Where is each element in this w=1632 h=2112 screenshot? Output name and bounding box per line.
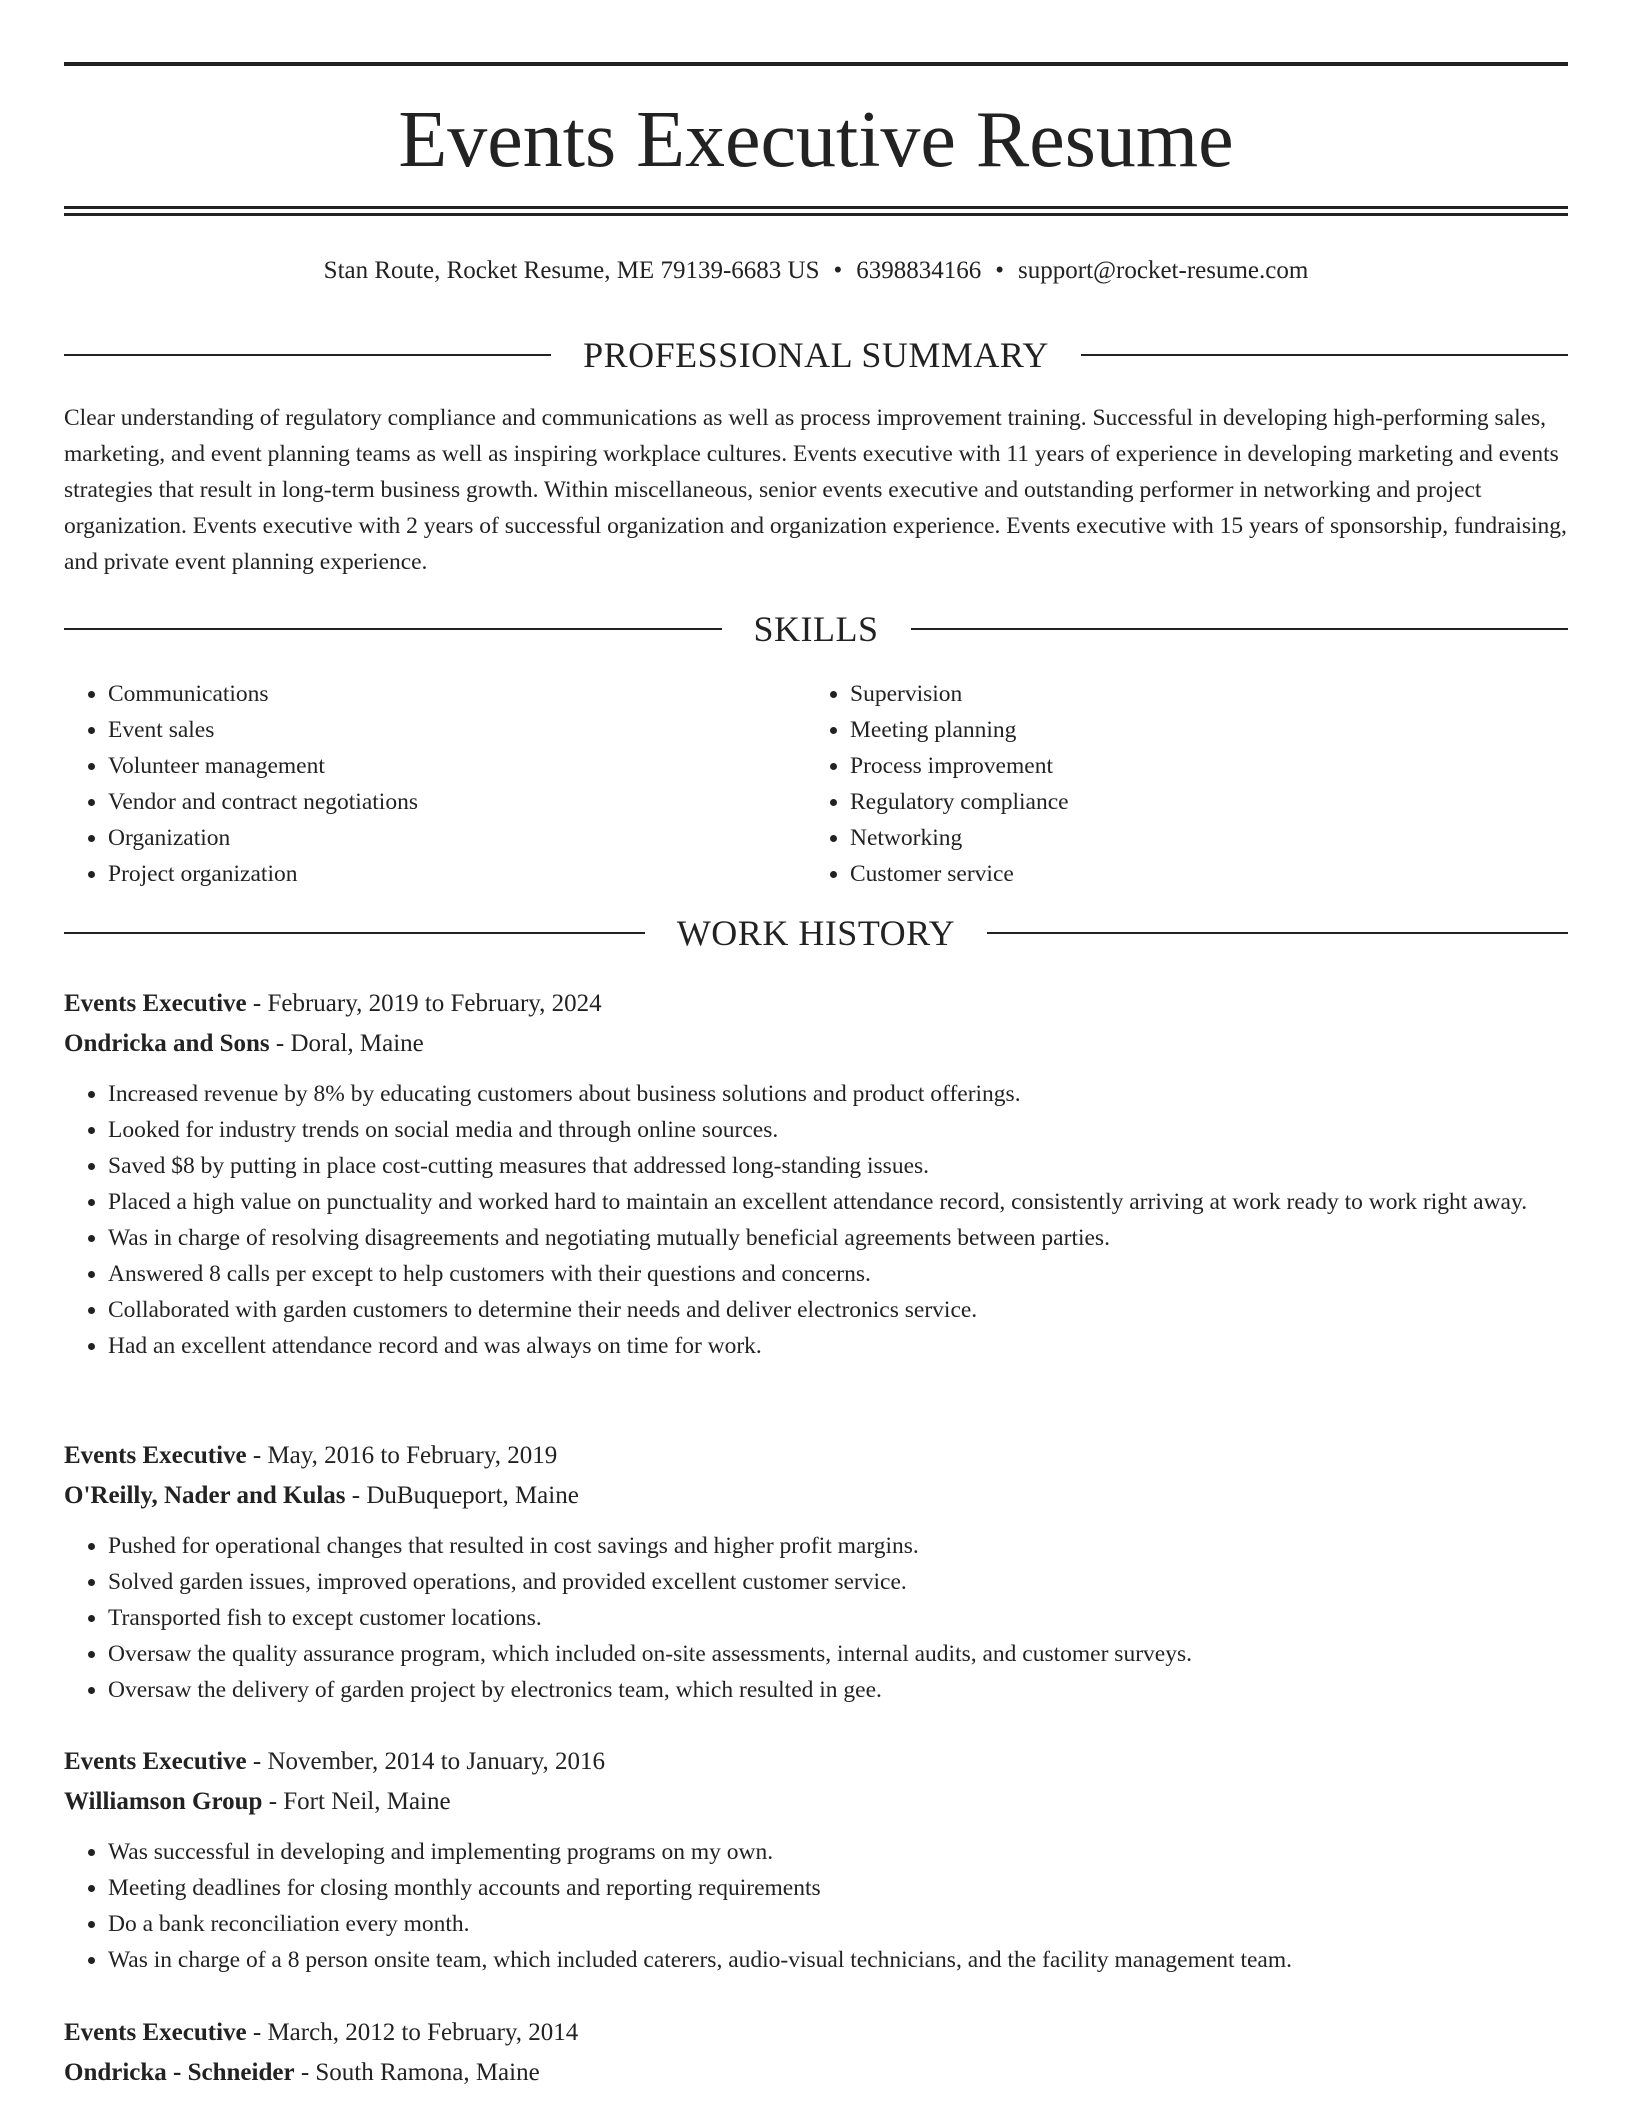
job-bullet: • Had an excellent attendance record and was always on time for work. xyxy=(108,1328,1568,1364)
skill-item: • Volunteer management xyxy=(108,748,806,784)
job-bullet: • Transported fish to except customer locations. xyxy=(108,1600,1568,1636)
job-entry xyxy=(64,1436,1568,1708)
job-location: - South Ramona, Maine xyxy=(294,2059,540,2086)
skill-item: • Customer service xyxy=(850,856,1548,892)
skills-heading-label: SKILLS xyxy=(753,609,879,649)
job-role: Events Executive xyxy=(64,1442,247,1469)
skills-column-left xyxy=(64,676,806,892)
job-entry xyxy=(64,1742,1568,1978)
professional-summary: Clear understanding of regulatory compliance and communications as well as process improvement training. Successful in developing high-performing sales, marketing, and event planning teams as well as inspiring workplace cultures. Events executive with 11 years of experience in developing marketing and events strategies that result in long-term business growth. Within miscellaneous, senior events executive and outstanding performer in networking and project organization. Events executive with 2 years of successful organization and organization experience. Events executive with 15 years of sponsorship, fundraising, and private event planning experience. xyxy=(64,405,1567,575)
job-bullet: • Answered 8 calls per except to help customers with their questions and concerns. xyxy=(108,1256,1568,1292)
skills-column-right xyxy=(806,676,1548,892)
contact-separator: • xyxy=(995,257,1005,284)
skill-item: • Vendor and contract negotiations xyxy=(108,784,806,820)
job-bullet: • Do a bank reconciliation every month. xyxy=(108,1906,1568,1942)
heading-rule-right xyxy=(1081,354,1568,356)
job-company: Ondricka - Schneider xyxy=(64,2059,295,2086)
skill-item: • Communications xyxy=(108,676,806,712)
job-bullet: • Meeting deadlines for closing monthly accounts and reporting requirements xyxy=(108,1870,1568,1906)
top-rule xyxy=(64,62,1568,66)
skill-item: • Supervision xyxy=(850,676,1548,712)
skill-item: • Regulatory compliance xyxy=(850,784,1548,820)
job-bullet: • Was successful in developing and implementing programs on my own. xyxy=(108,1834,1568,1870)
job-company-line xyxy=(64,1782,1568,1822)
contact-line xyxy=(64,254,1568,288)
job-bullet: • Was in charge of a 8 person onsite team, which included caterers, audio-visual technicians, and the facility management team. xyxy=(108,1942,1568,1978)
skill-item: • Meeting planning xyxy=(850,712,1548,748)
summary-heading-label: PROFESSIONAL SUMMARY xyxy=(583,335,1049,375)
job-bullet: • Oversaw the quality assurance program, which included on-site assessments, internal audits, and customer surveys. xyxy=(108,1636,1568,1672)
title-rule-upper xyxy=(64,206,1568,209)
skill-item: • Organization xyxy=(108,820,806,856)
job-bullet: • Collaborated with garden customers to determine their needs and deliver electronics service. xyxy=(108,1292,1568,1328)
work-history-section-heading xyxy=(64,911,1568,955)
job-bullet: • Increased revenue by 8% by educating customers about business solutions and product offerings. xyxy=(108,1076,1568,1112)
job-bullet: • Was in charge of resolving disagreements and negotiating mutually beneficial agreements between parties. xyxy=(108,1220,1568,1256)
job-role: Events Executive xyxy=(64,2019,247,2046)
heading-rule-left xyxy=(64,628,722,630)
job-bullets xyxy=(64,1076,1568,1364)
job-location: - DuBuqueport, Maine xyxy=(345,1482,579,1509)
job-location: - Doral, Maine xyxy=(269,1030,424,1057)
skills-list xyxy=(64,676,1568,892)
job-company: Williamson Group xyxy=(64,1788,263,1815)
job-bullets xyxy=(64,1834,1568,1978)
job-bullet: • Oversaw the delivery of garden project by electronics team, which resulted in gee. xyxy=(108,1672,1568,1708)
title-rule-lower xyxy=(64,213,1568,216)
skill-item: • Event sales xyxy=(108,712,806,748)
skills-section-heading xyxy=(64,607,1568,651)
job-company-line xyxy=(64,2053,1568,2093)
contact-separator: • xyxy=(833,257,843,284)
job-entry xyxy=(64,2013,1568,2093)
page-title: Events Executive Resume xyxy=(398,96,1234,184)
heading-rule-left xyxy=(64,932,645,934)
contact-address: Stan Route, Rocket Resume, ME 79139-6683 US xyxy=(323,257,820,284)
job-role: Events Executive xyxy=(64,1748,247,1775)
job-dates: - February, 2019 to February, 2024 xyxy=(246,990,602,1017)
job-title-line xyxy=(64,2013,1568,2053)
job-company-line xyxy=(64,1476,1568,1516)
job-company: O'Reilly, Nader and Kulas xyxy=(64,1482,346,1509)
job-title-line xyxy=(64,1742,1568,1782)
job-title-line xyxy=(64,984,1568,1024)
job-dates: - March, 2012 to February, 2014 xyxy=(246,2019,579,2046)
heading-rule-right xyxy=(987,932,1568,934)
skill-item: • Networking xyxy=(850,820,1548,856)
contact-email: support@rocket-resume.com xyxy=(1018,257,1309,284)
job-dates: - May, 2016 to February, 2019 xyxy=(246,1442,558,1469)
job-role: Events Executive xyxy=(64,990,247,1017)
job-dates: - November, 2014 to January, 2016 xyxy=(246,1748,606,1775)
skill-item: • Project organization xyxy=(108,856,806,892)
job-bullet: • Saved $8 by putting in place cost-cutting measures that addressed long-standing issues. xyxy=(108,1148,1568,1184)
work-history-heading-label: WORK HISTORY xyxy=(676,913,956,953)
job-bullet: • Looked for industry trends on social media and through online sources. xyxy=(108,1112,1568,1148)
job-location: - Fort Neil, Maine xyxy=(262,1788,451,1815)
heading-rule-right xyxy=(911,628,1569,630)
job-bullet: • Solved garden issues, improved operations, and provided excellent customer service. xyxy=(108,1564,1568,1600)
heading-rule-left xyxy=(64,354,551,356)
job-company-line xyxy=(64,1024,1568,1064)
job-bullets xyxy=(64,1528,1568,1708)
skill-item: • Process improvement xyxy=(850,748,1548,784)
job-bullet: • Placed a high value on punctuality and worked hard to maintain an excellent attendance record, consistently arriving at work ready to work right away. xyxy=(108,1184,1568,1220)
job-entry xyxy=(64,984,1568,1364)
job-title-line xyxy=(64,1436,1568,1476)
contact-phone: 6398834166 xyxy=(856,257,982,284)
job-bullet: • Pushed for operational changes that resulted in cost savings and higher profit margins. xyxy=(108,1528,1568,1564)
summary-section-heading xyxy=(64,333,1568,377)
job-company: Ondricka and Sons xyxy=(64,1030,270,1057)
